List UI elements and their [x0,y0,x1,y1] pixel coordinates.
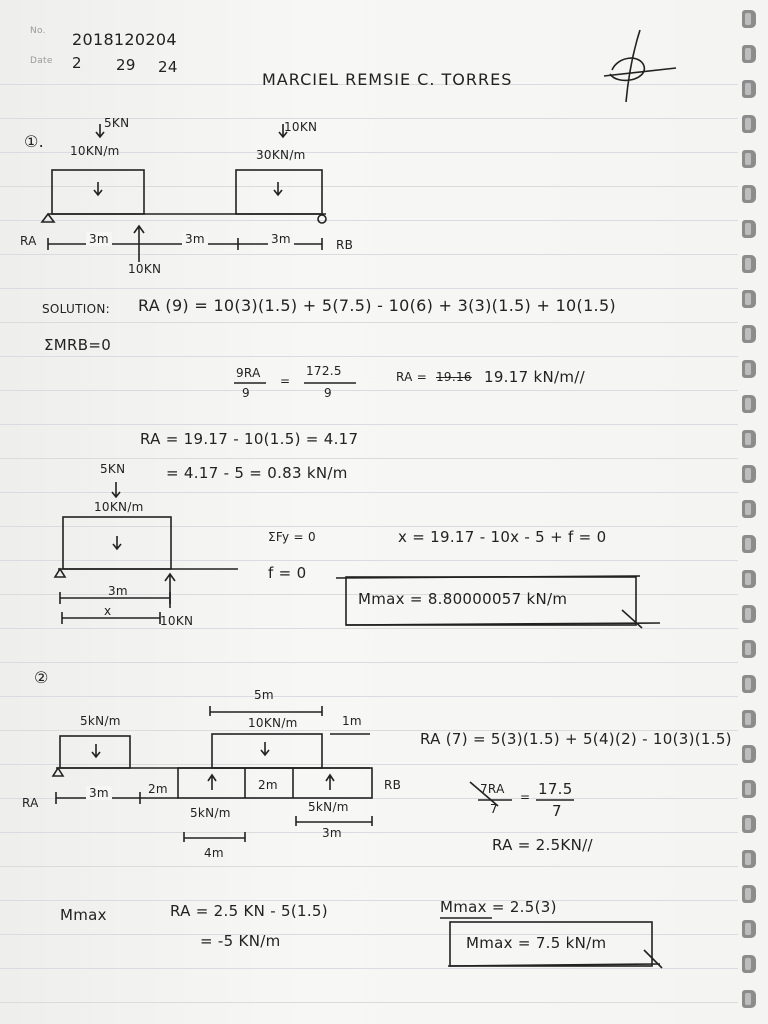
ra-crossed-out: 19.16 [436,370,472,384]
span-label: 3m [108,584,128,598]
equals-sign: = [280,374,291,388]
binding-ring [742,45,756,63]
reaction-label: RA [20,234,37,248]
point-load-label: 5KN [100,462,126,476]
ra-calculation: RA = 2.5 KN - 5(1.5) [170,902,328,920]
span-label: 3m [86,786,112,800]
solution-label: SOLUTION: [42,302,110,316]
ruled-line [0,390,738,391]
x-equation: x = 19.17 - 10x - 5 + f = 0 [398,528,607,546]
ruled-line [0,934,738,935]
ruled-line [0,866,738,867]
ra-calculation: = -5 KN/m [200,932,281,950]
binding-ring [742,780,756,798]
udl-label: 5kN/m [80,714,121,728]
span-label: 3m [86,232,112,246]
ra-calculation: RA = 19.17 - 10(1.5) = 4.17 [140,430,359,448]
equals-sign: = [520,790,531,804]
mmax-label: Mmax [60,906,107,924]
ruled-line [0,186,738,187]
reaction-label: RA [22,796,39,810]
ruled-line [0,696,738,697]
fraction-denominator: 7 [490,802,498,816]
binding-ring [742,920,756,938]
ra-result: RA = 2.5KN// [492,836,593,854]
no-label: No. [30,26,46,36]
binding-ring [742,10,756,28]
binding-ring [742,885,756,903]
fraction-denominator: 9 [324,386,332,400]
point-load-label: 10KN [284,120,318,134]
ruled-line [0,662,738,663]
binding-ring [742,605,756,623]
binding-ring [742,710,756,728]
upward-load-label: 10KN [160,614,194,628]
binding-ring [742,360,756,378]
problem-number: ①. [24,132,45,151]
udl-label: 10KN/m [248,716,298,730]
point-load-label: 5KN [104,116,130,130]
problem-number: ② [34,668,49,687]
ruled-line [0,492,738,493]
ruled-line [0,560,738,561]
binding-ring [742,325,756,343]
binding-ring [742,255,756,273]
binding-ring [742,675,756,693]
binding-ring [742,850,756,868]
ra-calculation: = 4.17 - 5 = 0.83 kN/m [166,464,348,482]
span-label: 2m [148,782,168,796]
binding-ring [742,640,756,658]
ruled-line [0,832,738,833]
f-equation: f = 0 [268,564,307,582]
binding-ring [742,815,756,833]
binding-ring [742,395,756,413]
ruled-line [0,900,738,901]
binding-ring [742,465,756,483]
fraction-numerator: 9RA [236,366,261,380]
ra-prefix: RA = [396,370,428,384]
fraction-numerator: 172.5 [306,364,342,378]
binding-ring [742,115,756,133]
ruled-line [0,220,738,221]
binding-ring [742,80,756,98]
mmax-equation: Mmax = 2.5(3) [440,898,557,916]
reaction-label: RB [384,778,402,792]
binding-ring [742,430,756,448]
date-month: 2 [72,54,82,72]
ruled-line [0,968,738,969]
span-label: 4m [204,846,224,860]
x-label: x [104,604,112,618]
moment-condition: ΣMRB=0 [44,336,112,354]
binding-ring [742,500,756,518]
udl-label: 30KN/m [256,148,306,162]
span-label: 3m [182,232,208,246]
ruled-line [0,1002,738,1003]
ruled-line [0,356,738,357]
binding-ring [742,990,756,1008]
ruled-line [0,628,738,629]
student-number: 2018120204 [72,30,177,49]
binding-ring [742,290,756,308]
ruled-line [0,526,738,527]
fraction-denominator: 7 [552,802,562,820]
binding-ring [742,220,756,238]
moment-equation: RA (7) = 5(3)(1.5) + 5(4)(2) - 10(3)(1.5) [420,730,732,748]
ruled-line [0,424,738,425]
fraction-numerator: 17.5 [538,780,573,798]
reaction-label: RB [336,238,354,252]
ruled-line [0,458,738,459]
span-label: 3m [322,826,342,840]
spiral-binding [742,0,764,1024]
sum-fy: ΣFy = 0 [268,530,316,544]
date-label: Date [30,56,53,66]
upward-load-label: 10KN [128,262,162,276]
ruled-line [0,764,738,765]
binding-ring [742,185,756,203]
ruled-line [0,254,738,255]
udl-label: 5kN/m [190,806,231,820]
udl-label: 5kN/m [308,800,349,814]
binding-ring [742,570,756,588]
ruled-line [0,288,738,289]
span-label: 1m [342,714,362,728]
udl-label: 10KN/m [94,500,144,514]
moment-equation: RA (9) = 10(3)(1.5) + 5(7.5) - 10(6) + 3(3)(1.5) + 10(1.5) [138,296,616,315]
fraction-denominator: 9 [242,386,250,400]
ra-result: 19.17 kN/m// [484,368,585,386]
date-day: 29 [116,56,136,74]
binding-ring [742,955,756,973]
udl-label: 10KN/m [70,144,120,158]
span-label: 5m [254,688,274,702]
date-year: 24 [158,58,178,76]
mmax-result: Mmax = 8.80000057 kN/m [358,590,568,608]
mmax-result: Mmax = 7.5 kN/m [466,934,607,952]
binding-ring [742,150,756,168]
fraction-numerator: 7RA [480,782,505,796]
span-label: 3m [268,232,294,246]
binding-ring [742,535,756,553]
student-name: MARCIEL REMSIE C. TORRES [262,70,513,89]
binding-ring [742,745,756,763]
span-label: 2m [258,778,278,792]
ruled-line [0,322,738,323]
